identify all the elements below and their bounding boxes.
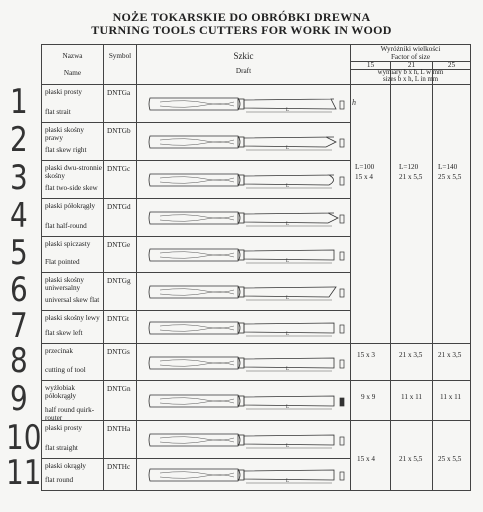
tool-name-pl: płaski okrągły (45, 462, 86, 470)
tool-name-en: Flat pointed (45, 258, 80, 266)
row-divider (41, 310, 350, 311)
row-number: 11 (6, 453, 42, 493)
size-25-bh: 25 x 5,5 (438, 173, 462, 181)
handle-outline (149, 286, 240, 298)
tool-name-en: flat straight (45, 444, 78, 452)
section-view (340, 472, 344, 480)
row-divider (41, 458, 350, 459)
margin-mark-h: h (352, 98, 356, 107)
tool-sketch (146, 390, 346, 410)
row-number: 9 (10, 379, 28, 419)
tool-sketch (146, 317, 346, 337)
row-divider (41, 343, 471, 344)
table-border-right (470, 44, 471, 490)
header-dims-pl: wymiary b x h, L w mm (377, 69, 444, 76)
col-divider-symbol-draft (136, 44, 137, 490)
dimension-label-L: L (286, 259, 290, 264)
row-divider (41, 420, 471, 421)
row-number: 6 (10, 270, 28, 310)
tool-symbol: DNTGs (107, 348, 130, 356)
row-number: 3 (10, 158, 28, 198)
title-polish: NOŻE TOKARSKIE DO OBRÓBKI DREWNA (112, 10, 371, 24)
section-view (340, 437, 344, 445)
tool-sketch (146, 93, 346, 113)
row-divider (41, 198, 350, 199)
tool-name-pl: płaski skośny prawy (45, 126, 84, 143)
col-divider-draft-size (350, 44, 351, 490)
dimension-label-L: L (286, 366, 290, 372)
row-number: 5 (10, 233, 28, 273)
tool-name-pl: płaski prosty (45, 88, 82, 96)
tool-sketch (146, 281, 346, 301)
header-draft-en: Draft (235, 67, 252, 75)
tool-name-en: flat skew left (45, 329, 83, 337)
dimension-label-L: L (286, 479, 290, 484)
tool-sketch (146, 352, 346, 372)
row-divider (41, 380, 471, 381)
row-number: 8 (10, 340, 28, 381)
size-21-bh: 21 x 5,5 (399, 173, 423, 181)
header-bottom-line (41, 84, 471, 85)
handle-outline (149, 249, 240, 261)
handle-outline (149, 212, 240, 224)
row-number: 4 (10, 196, 28, 236)
dimension-label-L: L (286, 222, 290, 227)
tool-name-en: flat round (45, 476, 74, 484)
tool-symbol: DNTGb (107, 127, 131, 135)
section-view (340, 101, 344, 109)
tool-name-en: flat two-side skew (45, 184, 98, 192)
handle-outline (149, 322, 240, 334)
tool-sketch (146, 244, 346, 264)
row8-size-21: 21 x 3,5 (399, 351, 423, 359)
handle-outline (149, 395, 240, 407)
section-view (340, 215, 344, 223)
handle-outline (149, 469, 240, 481)
tool-symbol: DNTHc (107, 463, 131, 471)
tool-name-en: flat strait (45, 108, 71, 116)
col-divider-21-25 (432, 61, 433, 490)
dimension-label-L: L (286, 331, 290, 337)
section-view (340, 325, 344, 333)
tool-symbol: DNTGg (107, 277, 131, 285)
table-border-bottom (41, 490, 471, 491)
size-21-L: L=120 (399, 163, 419, 171)
header-draft-pl: Szkic (233, 51, 254, 61)
title-english: TURNING TOOLS CUTTERS FOR WORK IN WOOD (91, 23, 392, 37)
tool-symbol: DNTGc (107, 165, 131, 173)
tool-name-en: cutting of tool (45, 366, 86, 374)
section-view (340, 360, 344, 368)
tool-symbol: DNTGt (107, 315, 129, 323)
handle-outline (149, 434, 240, 446)
header-size-21: 21 (407, 61, 416, 69)
handle-outline (149, 174, 240, 186)
header-size-25: 25 (447, 61, 456, 69)
tool-name-pl: płaski spiczasty (45, 240, 91, 248)
tool-sketch (146, 429, 346, 449)
tool-symbol: DNTGn (107, 385, 131, 393)
group-b-size-21: 21 x 5,5 (399, 455, 423, 463)
tool-sketch (146, 207, 346, 227)
section-view (340, 289, 344, 297)
col-divider-15-21 (390, 61, 391, 490)
tool-symbol: DNTGe (107, 241, 131, 249)
tool-name-pl: przecinak (45, 347, 73, 355)
row-divider (41, 272, 350, 273)
row8-size-15: 15 x 3 (357, 351, 375, 359)
dimension-label-L: L (286, 296, 290, 301)
header-size-15: 15 (366, 61, 375, 69)
header-name-en: Name (63, 69, 82, 77)
tool-name-en: flat skew right (45, 146, 87, 154)
blade-outline (244, 99, 336, 109)
row-divider (41, 122, 350, 123)
blade-outline (244, 287, 336, 297)
header-name-pl: Nazwa (62, 52, 83, 60)
size-25-L: L=140 (438, 163, 458, 171)
dimension-label-L: L (286, 146, 290, 151)
dimension-label-L: L (286, 444, 290, 449)
row8-size-25: 21 x 3,5 (438, 351, 462, 359)
row-number: 10 (6, 418, 42, 458)
blade-outline (244, 213, 338, 223)
row9-size-15: 9 x 9 (361, 393, 376, 401)
dimension-label-L: L (286, 405, 290, 410)
tool-name-en: universal skew flat (45, 296, 100, 304)
group-b-size-25: 25 x 5,5 (438, 455, 462, 463)
handle-outline (149, 357, 240, 369)
section-view (340, 139, 344, 147)
header-size-en: Factor of size (390, 53, 431, 61)
tool-symbol: DNTGd (107, 203, 131, 211)
handle-outline (149, 98, 240, 110)
row-divider (41, 160, 350, 161)
tool-sketch (146, 169, 346, 189)
tool-sketch (146, 464, 346, 484)
tool-name-pl: płaski dwu-stronnie skośny (45, 164, 102, 181)
tool-name-en: half round quirk-router (45, 406, 95, 423)
row-divider (41, 236, 350, 237)
dimension-label-L: L (286, 108, 290, 113)
row-number: 1 (10, 82, 28, 122)
row9-size-25: 11 x 11 (440, 393, 462, 401)
section-view (340, 398, 344, 406)
section-view (340, 252, 344, 260)
col-divider-name-symbol (103, 44, 104, 490)
header-dims-en: sizes b x h, L in mm (382, 76, 439, 83)
tool-symbol: DNTGa (107, 89, 131, 97)
tool-sketch (146, 131, 346, 151)
dimension-label-L: L (286, 184, 290, 189)
row9-size-21: 11 x 11 (401, 393, 423, 401)
section-view (340, 177, 344, 185)
tool-name-pl: wyżłobiak półokrągły (45, 384, 77, 401)
row-number: 7 (10, 305, 28, 346)
tool-name-pl: płaski skośny uniwersalny (45, 276, 84, 293)
header-symbol: Symbol (108, 52, 132, 60)
group-b-size-15: 15 x 4 (357, 455, 375, 463)
tool-name-en: flat half-round (45, 222, 87, 230)
tool-name-pl: płaski skośny lewy (45, 314, 100, 322)
tool-name-pl: płaski półokrągły (45, 202, 96, 210)
blade-outline (244, 137, 336, 147)
handle-outline (149, 136, 240, 148)
tool-symbol: DNTHa (107, 425, 131, 433)
row-number: 2 (10, 120, 28, 160)
size-15-bh: 15 x 4 (355, 173, 373, 181)
tool-name-pl: płaski prosty (45, 424, 82, 432)
size-15-L: L=100 (355, 163, 375, 171)
header-size-pl: Wyróżniki wielkości (380, 45, 441, 53)
